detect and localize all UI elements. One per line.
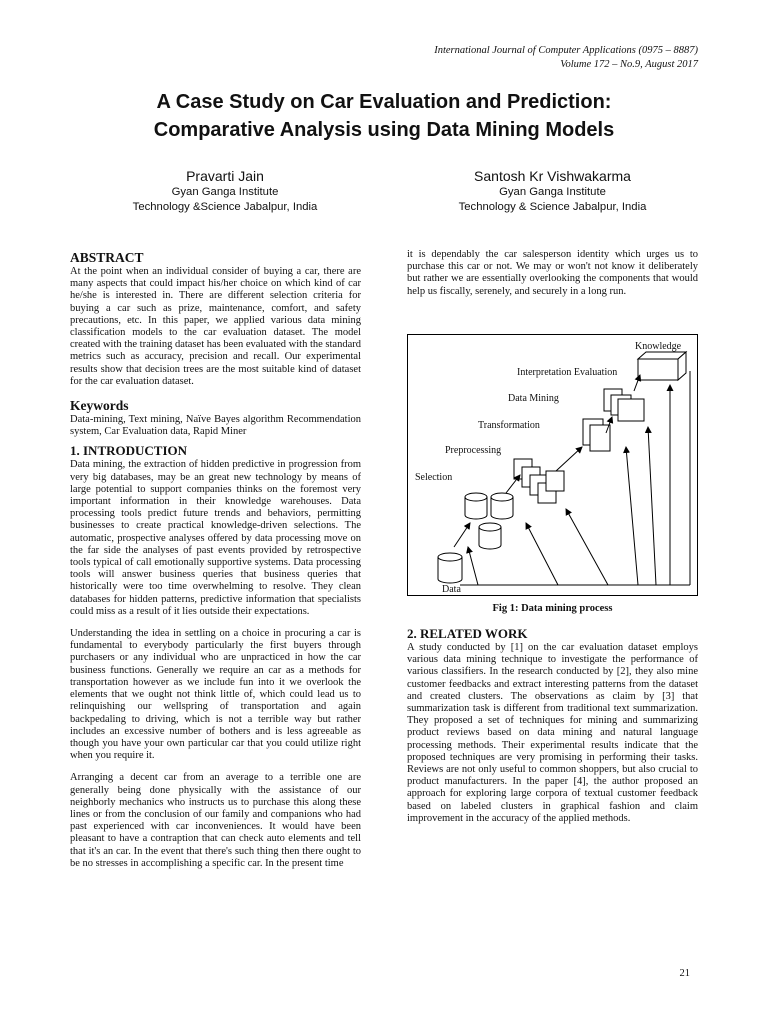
- introduction-paragraph-1: Data mining, the extraction of hidden predictive in progression from very big databases, may be an great new technology by means of large potential to support companies thinks on the foremost very important information in their knowledge warehouses. Data processing tools predict future trends and behaviors, permitting businesses to create practical knowledge-driven selections. The automatic, prospective analyses offered by data processing move on the far side the analyses of past events provided by retrospective tools typical of call emotionally supportive systems. Data processing tools will answer business queries that business queries that historically were too time overwhelming to resolve. They clean databases for hidden patterns, predictive information that specialists could miss as a result of it lies outside their expectations.: [70, 459, 361, 617]
- data-mining-documents: [604, 389, 644, 421]
- data-cylinder: [438, 553, 462, 583]
- author-name: Santosh Kr Vishwakarma: [474, 168, 631, 184]
- related-work-heading: 2. RELATED WORK: [407, 626, 528, 641]
- title-line-1: A Case Study on Car Evaluation and Prediction:: [156, 91, 612, 113]
- running-header: [434, 44, 698, 72]
- label-interpretation-evaluation: Interpretation Evaluation: [517, 367, 618, 378]
- author-affiliation: Gyan Ganga Institute: [171, 186, 279, 198]
- title-line-2: Comparative Analysis using Data Mining Models: [153, 119, 615, 141]
- knowledge-box: [638, 352, 686, 380]
- introduction-continuation: it is dependably the car salesperson identity which urges us to purchase this car or not. We may or won't not know it deliberately but rather we are essentially overlooking the components that would help us fiscally, serenely, and securely in a long run.: [407, 249, 698, 297]
- author-affiliation-location: Technology &Science Jabalpur, India: [132, 201, 318, 213]
- abstract-heading: ABSTRACT: [70, 250, 144, 265]
- label-selection: Selection: [415, 472, 453, 483]
- volume-info: Volume 172 – No.9, August 2017: [560, 59, 698, 70]
- right-column-bottom: [407, 626, 698, 835]
- page-number: 21: [679, 968, 690, 979]
- related-work-text: A study conducted by [1] on the car evaluation dataset employs various data mining technique to investigate the performance of various classifiers. In the research conducted by [2], they also mine customer feedbacks and extract interesting patterns from the dataset and created clusters. The observations as claim by [3] that summarization task is different from traditional text summarization. They proposed a set of techniques for mining and summarizing product reviews based on data mining and natural language processing methods. Their experimental results indicate that the proposed techniques are very promising in performing their tasks. Reviews are not only useful to common shoppers, but also crucial to product manufacturers. In the paper [4], the author proposed an approach for exploring large corpora of textual customer feedback based on labeled clusters in graphical fashion and claim improvement in the accuracy of the applied methods.: [407, 642, 698, 824]
- left-column: [70, 250, 361, 880]
- keywords-heading: Keywords: [70, 398, 129, 414]
- preprocessing-documents: [514, 459, 564, 503]
- label-data: Data: [442, 584, 461, 595]
- figure-caption: Fig 1: Data mining process: [492, 603, 613, 614]
- author-name: Pravarti Jain: [186, 168, 264, 184]
- label-transformation: Transformation: [478, 420, 540, 431]
- author-2: [407, 167, 698, 215]
- keywords-text: Data-mining, Text mining, Naïve Bayes algorithm Recommendation system, Car Evaluation data, Rapid Miner: [70, 414, 361, 438]
- journal-name: International Journal of Computer Applications (0975 – 8887): [434, 45, 698, 56]
- label-preprocessing: Preprocessing: [445, 445, 502, 456]
- figure-data-mining-process: [407, 334, 698, 596]
- label-data-mining: Data Mining: [508, 393, 559, 404]
- label-knowledge: Knowledge: [635, 341, 682, 352]
- selection-cylinders: [465, 493, 513, 549]
- author-affiliation-location: Technology & Science Jabalpur, India: [458, 201, 647, 213]
- introduction-paragraph-2: Understanding the idea in settling on a choice in procuring a car is fundamental to everybody particularly the first buyers through purchasers or any individual who are unpracticed in how the car business functions. Generally we require an car as a methods for transportation however as we include fun into it we overlook the elements that we ought not think little of, which could lead us to relinquishing our wellspring of transportation and again backpedaling to driving, which is not a terrible way but rather includes an excessive number of bothers and is less agreeable as though you have your own particular car that you could utilize right when you require it.: [70, 628, 361, 762]
- author-1: [80, 167, 370, 215]
- paper-title: [0, 88, 768, 144]
- introduction-heading: 1. INTRODUCTION: [70, 443, 188, 459]
- abstract-text: At the point when an individual consider of buying a car, there are many aspects that could impact his/her choice on which kind of car he/she is interested in. There are different selection criteria for buying a car such as prize, maintenance, comfort, and safety precautions, etc. In this paper, we applied various data mining classification models to the car evaluation dataset. The model created with the training dataset has been evaluated with the standard metrics such as accuracy, precision and recall. Our experimental results show that decision trees are the most suitable kind of dataset for the car evaluation dataset.: [70, 266, 361, 387]
- author-affiliation: Gyan Ganga Institute: [499, 186, 606, 198]
- introduction-paragraph-3: Arranging a decent car from an average to a terrible one are generally being done physically with the assistance of our neighborly mechanics who instructs us to purchase this along these lines or from the conclusion of our family and companions who had past experienced with car inconveniences. It would have been pleasant to have a contraption that can check auto elements and tell that it's an car. In the event that there's such thing then there ought to be no stresses in accomplishing a specific car. In the present time: [70, 772, 361, 869]
- transformation-documents: [583, 419, 610, 451]
- right-column-top: [407, 249, 698, 308]
